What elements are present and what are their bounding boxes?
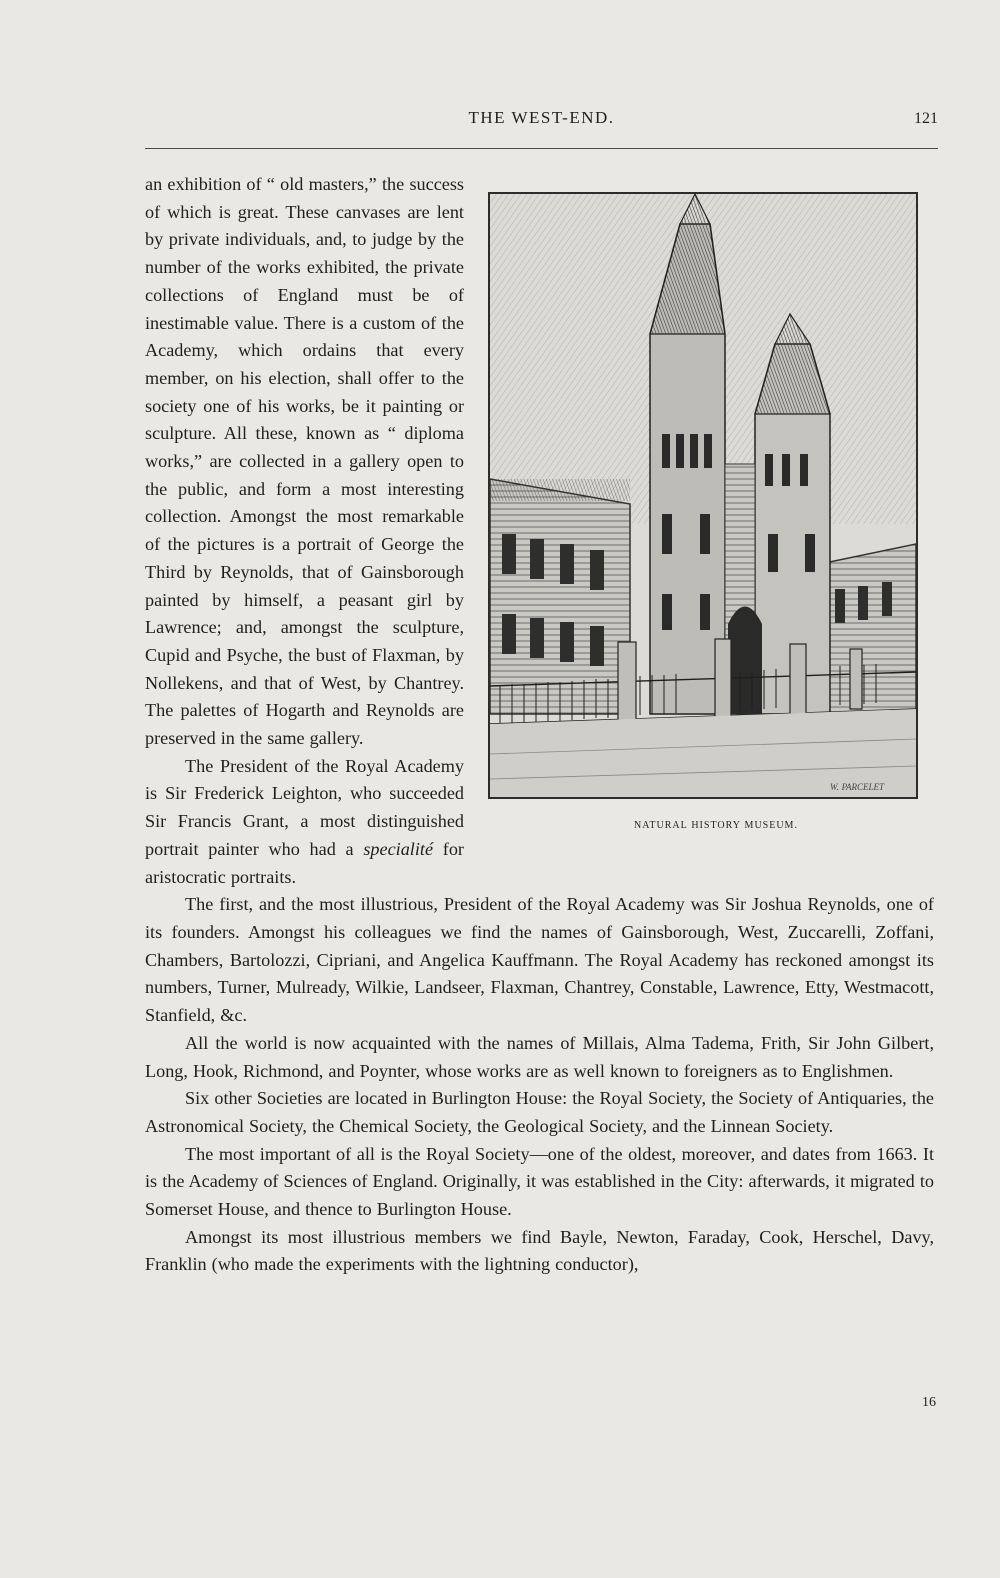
paragraph: All the world is now acquainted with the names of Millais, Alma Tadema, Frith, Sir John Gilbert, Long, Hook, Richmond, and Poynter, whose works are as well known to foreigners as to Englishmen. (145, 1032, 934, 1081)
running-head (145, 108, 938, 134)
figure-illustration (488, 192, 918, 799)
figure-caption: NATURAL HISTORY MUSEUM. (634, 820, 798, 831)
paragraph: The most important of all is the Royal Society—one of the oldest, moreover, and dates from 1663. It is the Academy of Sciences of England. Originally, it was established in the City: afterwards, it migrated to Somerset House, and thence to Burlington House. (145, 1143, 934, 1220)
paragraph: Amongst its most illustrious members we find Bayle, Newton, Faraday, Cook, Herschel, Davy, Franklin (who made the experiments with the lightning conductor), (145, 1226, 934, 1275)
header-rule (145, 148, 938, 149)
paragraph: an exhibition of “ old masters,” the success of which is great. These canvases are lent by private individuals, and, to judge by the number of the works exhibited, the private collections of England must be of inestimable value. There is a custom of the Academy, which ordains that every member, on his election, shall offer to the society one of his works, be it painting or sculpture. All these, known as “ diploma works,” are collected in a gallery open to the public, and form a most interesting collection. Amongst the most remarkable of the pictures is a portrait of George the Third by Reynolds, that of Gainsborough painted by himself, a peasant girl by Lawrence; and, amongst the sculpture, Cupid and Psyche, the bust of Flaxman, by Nollekens, and that of West, by Chantrey. The palettes of Hogarth and Reynolds are preserved in the same gallery. (145, 174, 464, 749)
svg-text:W. PARCELET: W. PARCELET (830, 782, 885, 792)
paragraph: Six other Societies are located in Burlington House: the Royal Society, the Society of Antiquaries, the Astronomical Society, the Chemical Society, the Geological Society, and the Linnean Society. (145, 1088, 934, 1136)
running-title: THE WEST-END. (468, 108, 615, 127)
museum-engraving (490, 194, 916, 797)
italic-term: specialité (363, 838, 434, 859)
signature-mark: 16 (922, 1395, 936, 1410)
paragraph: The first, and the most illustrious, President of the Royal Academy was Sir Joshua Reynolds, one of its founders. Amongst his colleagues we find the names of Gainsborough, West, Zuccarelli, Zoffani, Chambers, Bartolozzi, Cipriani, and Angelica Kauffmann. The Royal Academy has reckoned amongst its numbers, Turner, Mulready, Wilkie, Landseer, Flaxman, Chantrey, Constable, Lawrence, Etty, Westmacott, Stanfield, &c. (145, 894, 934, 1026)
page-number: 121 (914, 110, 938, 127)
figure (488, 192, 934, 840)
body-text (145, 171, 934, 1279)
paragraph-text: for aristocratic portraits. (145, 838, 464, 887)
paragraph-text: The President of the Royal Academy is Sir Frederick Leighton, who succeeded Sir Francis Grant, a most distinguished portrait painter who had a (145, 755, 464, 859)
